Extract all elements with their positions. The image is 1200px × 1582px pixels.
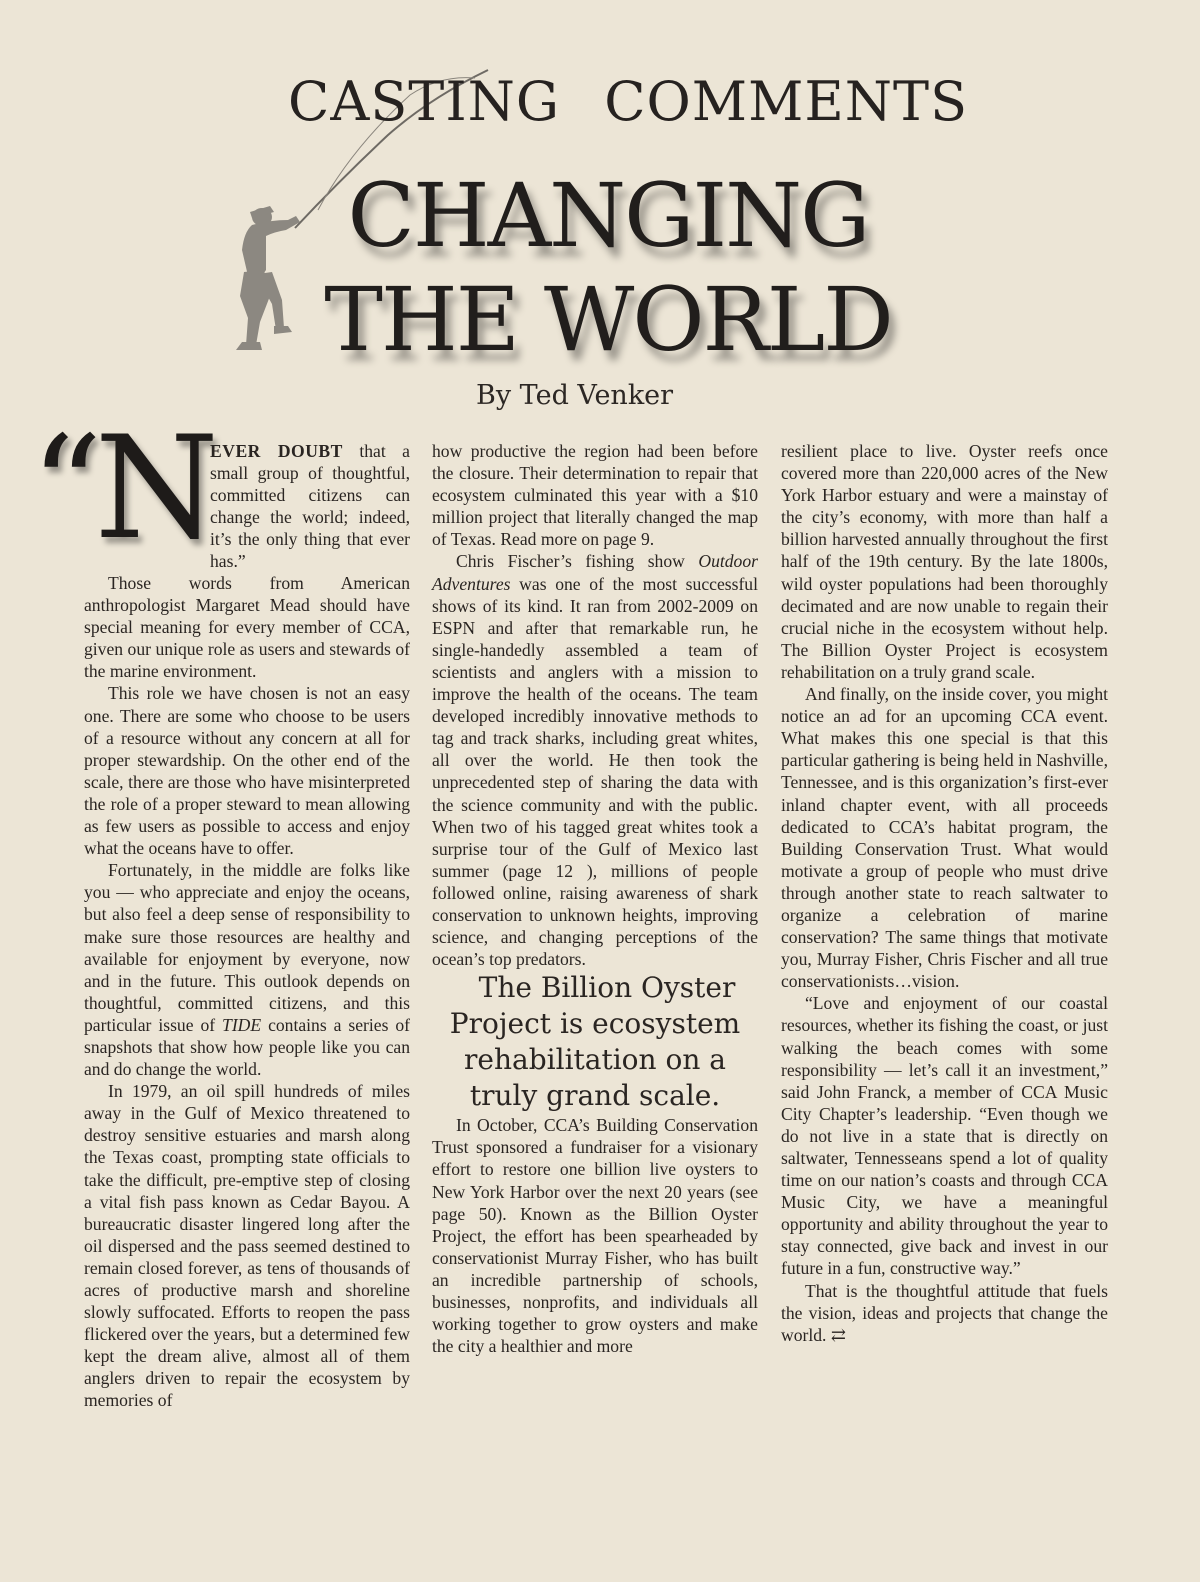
lead-paragraph <box>210 440 410 573</box>
paragraph: Fortunately, in the middle are folks like you — who appreciate and enjoy the oceans, but also feel a deep sense of responsibility to make sure those resources are healthy and available for enjoyment by everyone, now and in the future. This outlook depends on thoughtful, committed citizens, and this particular issue of TIDE contains a series of snapshots that show how people like you can and do change the world. <box>84 860 410 1080</box>
paragraph: In October, CCA’s Building Conservation Trust sponsored a fundraiser for a visionary effort to restore one billion live oysters to New York Harbor over the next 20 years (see page 50). Known as the Billion Oyster Project, the effort has been spearheaded by conservationist Murray Fisher, who has built an incredible partnership of schools, businesses, nonprofits, and individuals all working together to grow oysters and make the city a healthier and more <box>432 1115 758 1357</box>
paragraph: And finally, on the inside cover, you might notice an ad for an upcoming CCA event. What makes this one special is that this particular gathering is being held in Nashville, Tennessee, and is this organization’s first-ever inland chapter event, with all proceeds dedicated to CCA’s habitat program, the Building Conservation Trust. What would motivate a group of people who must drive through another state to reach saltwater to organize a celebration of marine conservation? The same things that motivate you, Murray Fisher, Chris Fischer and all true conservationists…vision. <box>781 684 1108 992</box>
paragraph: resilient place to live. Oyster reefs once covered more than 220,000 acres of the New York Harbor estuary and were a mainstay of the city’s economy, with more than half a billion harvested annually throughout the first half of the 19th century. By the late 1800s, wild oyster populations had been thoroughly decimated and are now unable to regain their crucial niche in the ecosystem without help. The Billion Oyster Project is ecosystem rehabilitation on a truly grand scale. <box>781 441 1108 682</box>
byline: By Ted Venker <box>476 380 674 411</box>
paragraph: Those words from American anthropologist Margaret Mead should have special meaning for every member of CCA, given our unique role as users and stewards of the marine environment. <box>84 573 410 682</box>
pull-quote: The Billion Oyster Project is ecosystem rehabilitation on a truly grand scale. <box>449 971 741 1113</box>
end-mark-icon: ⇄ <box>830 1324 846 1345</box>
paragraph: “Love and enjoyment of our coastal resources, whether its fishing the coast, or just walking the beach comes with some responsibility — let’s call it an investment,” said John Franck, a member of CCA Music City Chapter’s leadership. “Even though we do not live in a state that is directly on saltwater, Tennesseans spend a lot of quality time on our nation’s coasts and through CCA Music City, we have a meaningful opportunity and ability throughout the year to stay connected, give back and invest in our future in a fun, constructive way.” <box>781 993 1108 1279</box>
dropcap-block <box>30 406 211 571</box>
section-title: CASTING COMMENTS <box>288 70 969 133</box>
column-1 <box>84 572 410 1412</box>
headline <box>308 164 908 372</box>
lead-rest: that a small group of thoughtful, committed citizens can change the world; indeed, it’s the only thing that ever has.” <box>210 441 410 572</box>
paragraph: This role we have chosen is not an easy one. There are some who choose to be users of a resource without any concern at all for proper stewardship. On the other end of the scale, there are those who have misinterpreted the role of a proper steward to mean allowing as few users as possible to access and enjoy what the oceans have to offer. <box>84 683 410 859</box>
column-3 <box>781 440 1108 1346</box>
paragraph-final <box>781 1280 1108 1346</box>
lead-smallcaps: EVER DOUBT <box>210 441 343 461</box>
page-header <box>0 0 1200 430</box>
paragraph: Chris Fischer’s fishing show Outdoor Adventures was one of the most successful shows of its kind. It ran from 2002-2009 on ESPN and after that remarkable run, he single-handedly assembled a team of scientists and anglers with a mission to improve the health of the oceans. The team developed incredibly innovative methods to tag and track sharks, including great whites, all over the world. He then took the unprecedented step of sharing the data with the science community and with the public. When two of his tagged great whites took a surprise tour of the Gulf of Mexico last summer (page 12 ), millions of people followed online, raising awareness of shark conservation to unknown heights, improving science, and changing perceptions of the ocean’s top predators. <box>432 551 758 970</box>
paragraph: how productive the region had been before the closure. Their determination to repair that ecosystem culminated this year with a $10 million project that literally changed the map of Texas. Read more on page 9. <box>432 441 758 550</box>
paragraph-final-text: That is the thoughtful attitude that fuels the vision, ideas and projects that change the world. <box>781 1280 1108 1345</box>
paragraph: In 1979, an oil spill hundreds of miles away in the Gulf of Mexico threatened to destroy sensitive estuaries and marsh along the Texas coast, prompting state officials to take the difficult, pre-emptive step of closing a vital fish pass known as Cedar Bayou. A bureaucratic disaster lingered long after the oil dispersed and the pass seemed destined to remain closed forever, as tens of thousands of acres of productive marsh and shoreline slowly suffocated. Efforts to reopen the pass flickered over the years, but a determined few kept the dream alive, almost all of them anglers driven to repair the ecosystem by memories of <box>84 1081 410 1411</box>
column-2 <box>432 440 758 1357</box>
headline-line-1: CHANGING <box>347 164 869 267</box>
drop-cap: “N <box>30 406 211 571</box>
headline-line-2: THE WORLD <box>324 268 892 371</box>
